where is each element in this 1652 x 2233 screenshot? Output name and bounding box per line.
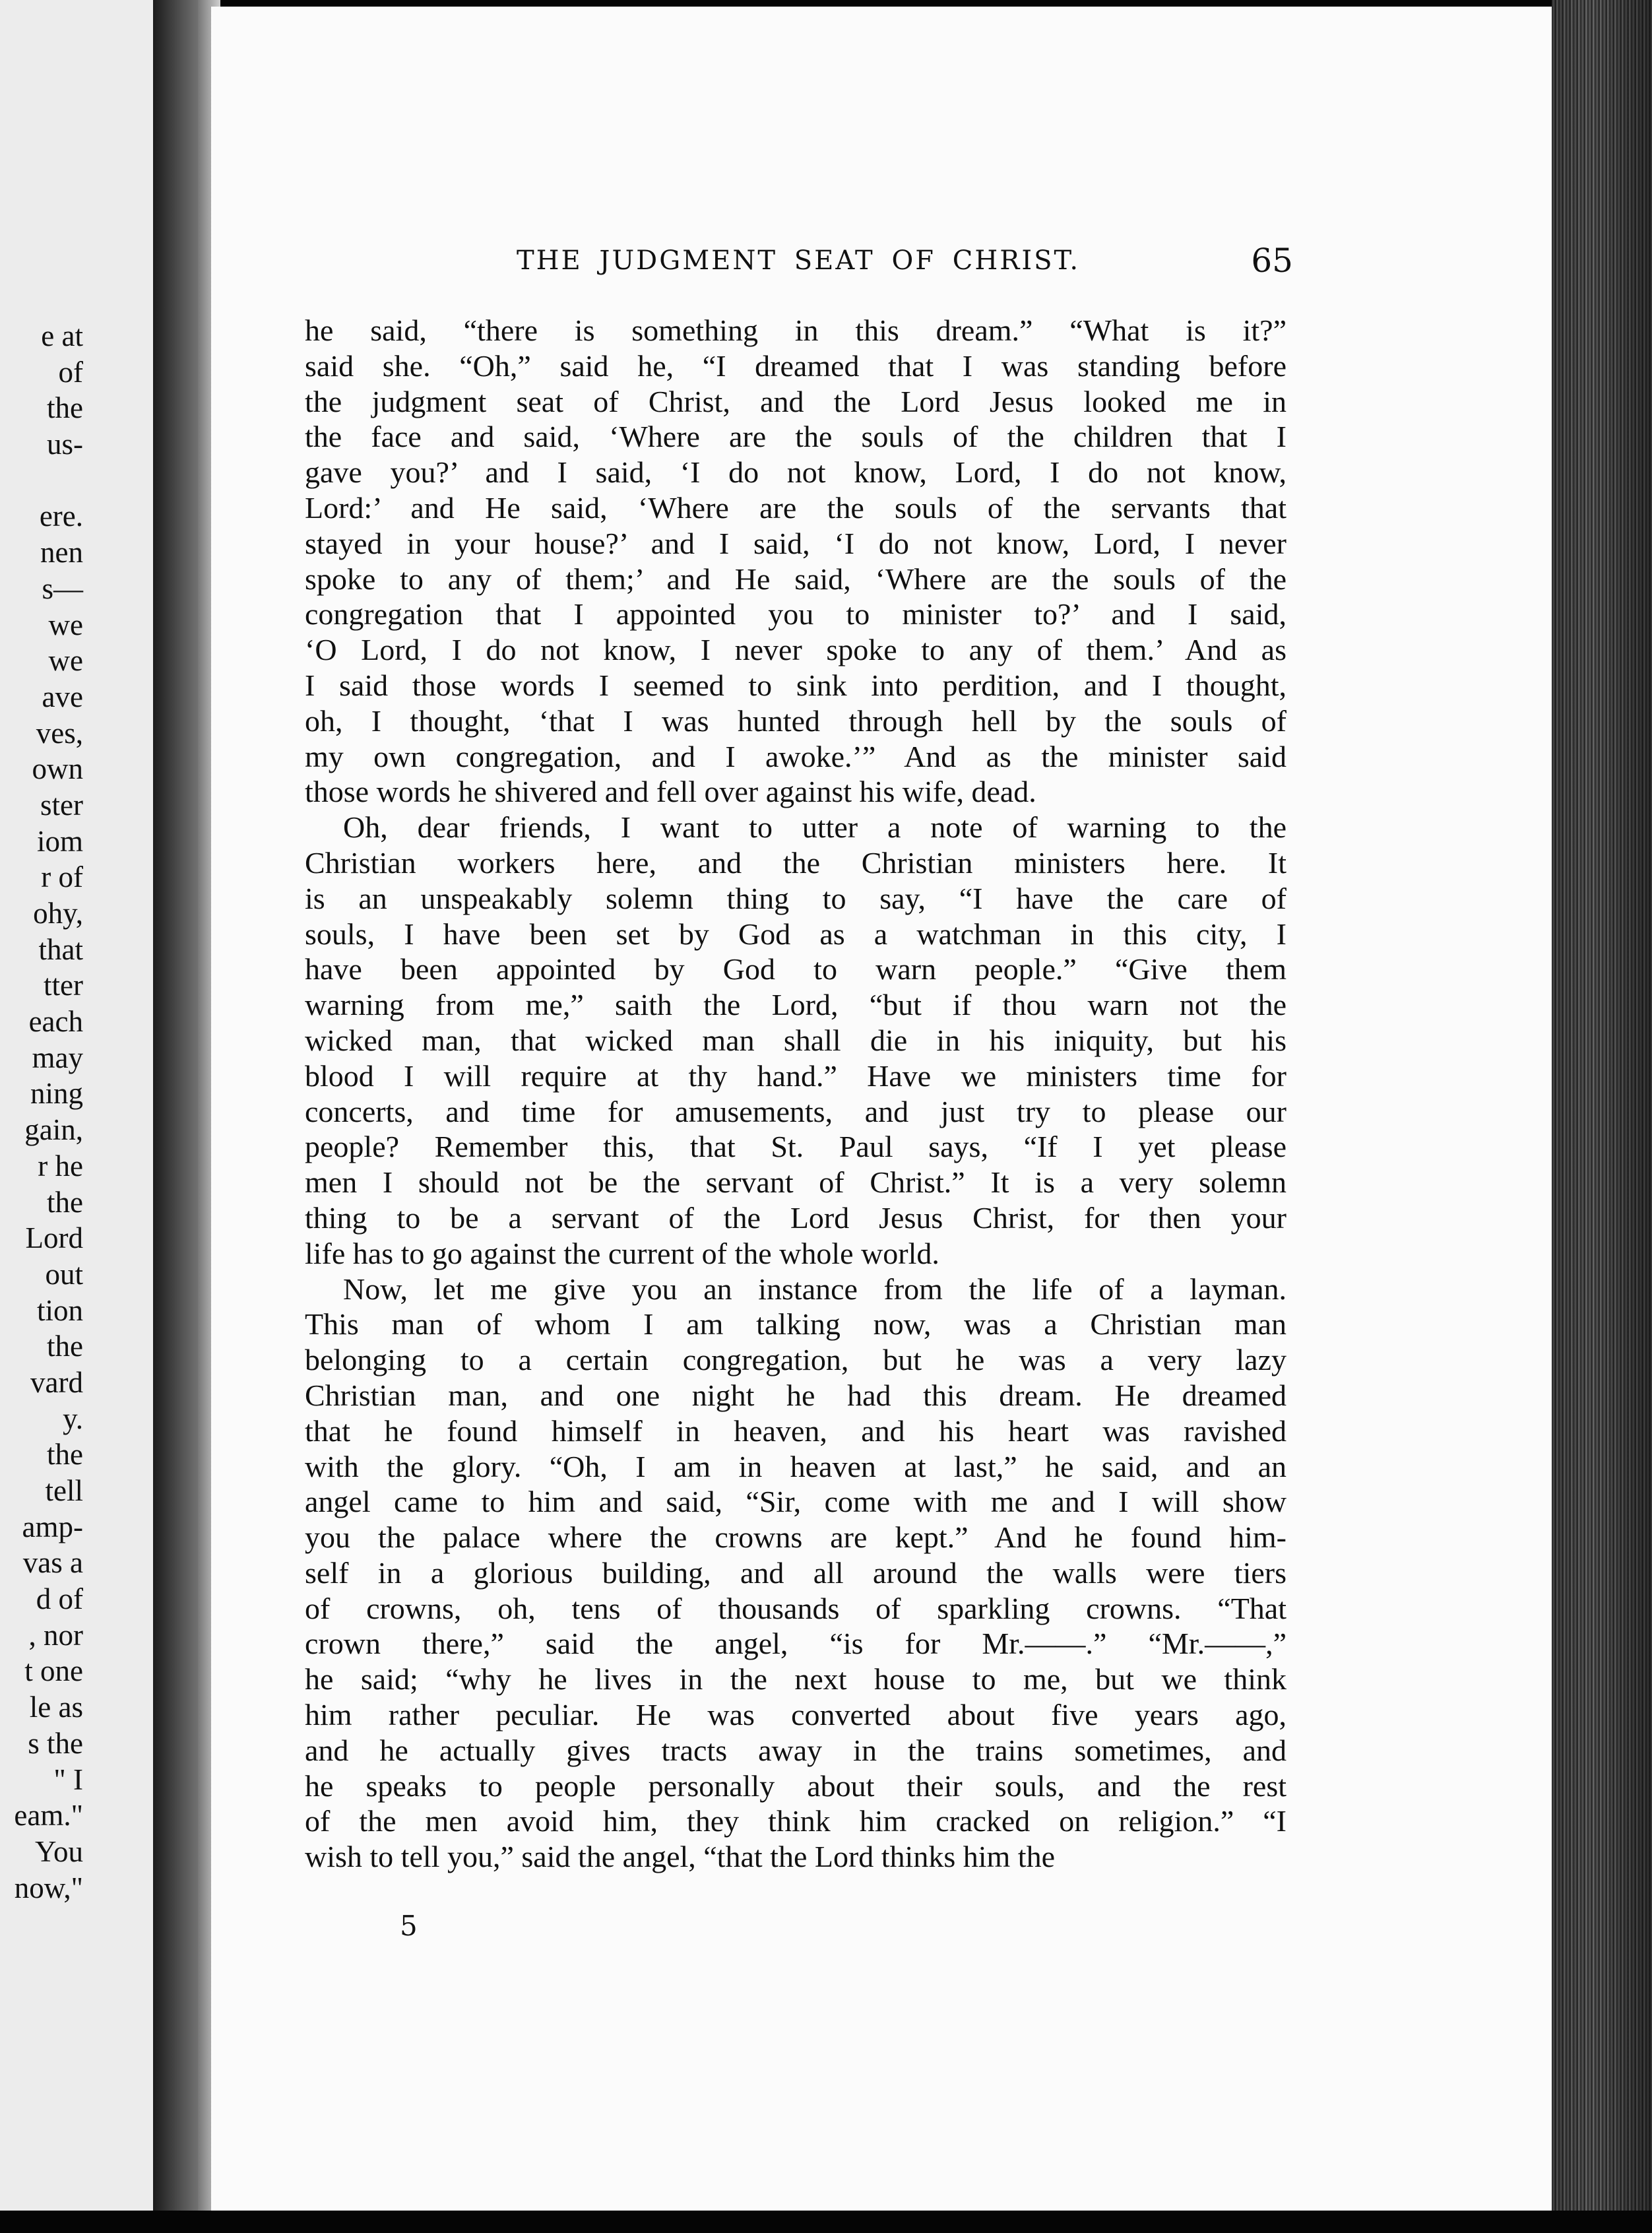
text-line: him rather peculiar. He was converted about five years ago, bbox=[305, 1698, 1287, 1732]
text-line: of the men avoid him, they think him cracked on religion.” “I bbox=[305, 1804, 1287, 1838]
text-line: thing to be a servant of the Lord Jesus Christ, for then your bbox=[305, 1200, 1287, 1235]
facing-page-line: r of bbox=[41, 860, 83, 894]
text-line: the face and said, ‘Where are the souls of the children that I bbox=[305, 420, 1287, 454]
text-line: angel came to him and said, “Sir, come with me and I will show bbox=[305, 1485, 1287, 1519]
facing-page-line: nen bbox=[40, 536, 83, 569]
facing-page-line: ave bbox=[42, 680, 83, 713]
facing-page-line: r he bbox=[38, 1149, 83, 1182]
text-line: souls, I have been set by God as a watchman in this city, I bbox=[305, 917, 1287, 951]
facing-page-line: tion bbox=[36, 1293, 83, 1327]
facing-page-line: e at bbox=[41, 319, 83, 352]
text-line: crown there,” said the angel, “is for Mr.——.” “Mr.——,” bbox=[305, 1627, 1287, 1661]
text-line: have been appointed by God to warn people.” “Give them bbox=[305, 952, 1287, 987]
text-line: those words he shivered and fell over against his wife, dead. bbox=[305, 775, 1036, 809]
facing-page-line: You bbox=[35, 1834, 83, 1868]
facing-page-line: the bbox=[47, 391, 83, 425]
text-line: blood I will require at thy hand.” Have we ministers time for bbox=[305, 1058, 1287, 1093]
text-line: Lord:’ and He said, ‘Where are the souls of the servants that bbox=[305, 490, 1287, 525]
text-line: men I should not be the servant of Christ.” It is a very solemn bbox=[305, 1165, 1287, 1200]
facing-page-line: we bbox=[48, 608, 83, 641]
facing-page bbox=[0, 0, 157, 2233]
facing-page-line: each bbox=[28, 1005, 83, 1039]
text-line: congregation that I appointed you to minister to?’ and I said, bbox=[305, 597, 1287, 631]
facing-page-line: that bbox=[38, 932, 83, 966]
facing-page-line: gain, bbox=[24, 1113, 83, 1147]
facing-page-text-column bbox=[0, 318, 83, 1906]
text-line: warning from me,” saith the Lord, “but if thou warn not the bbox=[305, 988, 1287, 1022]
facing-page-line: t one bbox=[24, 1654, 83, 1688]
facing-page-line: of bbox=[58, 355, 83, 389]
text-line: wish to tell you,” said the angel, “that the Lord thinks him the bbox=[305, 1840, 1055, 1874]
facing-page-line: may bbox=[32, 1041, 83, 1074]
text-line: he said, “there is something in this dream.” “What is it?” bbox=[305, 313, 1287, 347]
facing-page-line: ning bbox=[30, 1077, 83, 1111]
text-line: of crowns, oh, tens of thousands of sparkling crowns. “That bbox=[305, 1591, 1287, 1625]
facing-page-line: le as bbox=[29, 1691, 83, 1724]
facing-page-line: vard bbox=[30, 1365, 83, 1399]
running-head: THE JUDGMENT SEAT OF CHRIST. bbox=[516, 245, 1081, 276]
text-line: belonging to a certain congregation, but he was a very lazy bbox=[305, 1343, 1287, 1377]
facing-page-line: ohy, bbox=[33, 897, 83, 930]
text-line: life has to go against the current of the whole world. bbox=[305, 1236, 939, 1270]
facing-page-line: vas a bbox=[22, 1546, 83, 1580]
facing-page-line: own bbox=[32, 752, 83, 786]
facing-page-line: ster bbox=[40, 788, 83, 822]
signature-mark: 5 bbox=[400, 1910, 418, 1942]
facing-page-line: now," bbox=[14, 1871, 83, 1904]
body-text bbox=[305, 313, 1287, 1875]
facing-page-line: y. bbox=[63, 1402, 83, 1435]
text-line: he speaks to people personally about their souls, and the rest bbox=[305, 1768, 1287, 1803]
facing-page-line: amp- bbox=[22, 1510, 83, 1543]
facing-page-line: s— bbox=[42, 571, 83, 605]
facing-page-line: Lord bbox=[25, 1221, 83, 1255]
text-line: spoke to any of them;’ and He said, ‘Where are the souls of the bbox=[305, 562, 1287, 596]
text-line: I said those words I seemed to sink into perdition, and I thought, bbox=[305, 668, 1287, 702]
facing-page-line: the bbox=[47, 1185, 83, 1219]
text-line: This man of whom I am talking now, was a Christian man bbox=[305, 1307, 1287, 1342]
text-line: and he actually gives tracts away in the trains sometimes, and bbox=[305, 1733, 1287, 1767]
facing-page-line: tter bbox=[44, 969, 83, 1002]
text-line: Oh, dear friends, I want to utter a note of warning to the bbox=[343, 810, 1287, 845]
text-line: concerts, and time for amusements, and just try to please our bbox=[305, 1094, 1287, 1128]
facing-page-line: " I bbox=[53, 1763, 83, 1796]
text-line: oh, I thought, ‘that I was hunted through hell by the souls of bbox=[305, 703, 1287, 738]
facing-page-line: iom bbox=[36, 824, 83, 858]
facing-page-line: d of bbox=[36, 1582, 83, 1616]
facing-page-line: us- bbox=[47, 428, 83, 461]
facing-page-line: tell bbox=[45, 1474, 83, 1507]
text-line: he said; “why he lives in the next house to me, but we think bbox=[305, 1662, 1287, 1697]
text-line: my own congregation, and I awoke.’” And as the minister said bbox=[305, 739, 1287, 773]
facing-page-line: the bbox=[47, 1330, 83, 1363]
facing-page-line: the bbox=[47, 1438, 83, 1472]
facing-page-line: we bbox=[48, 644, 83, 678]
page-number: 65 bbox=[1251, 242, 1293, 280]
text-line: with the glory. “Oh, I am in heaven at last,” he said, and an bbox=[305, 1449, 1287, 1483]
text-line: wicked man, that wicked man shall die in his iniquity, but his bbox=[305, 1023, 1287, 1057]
text-line: is an unspeakably solemn thing to say, “I have the care of bbox=[305, 881, 1287, 915]
text-line: gave you?’ and I said, ‘I do not know, Lord, I do not know, bbox=[305, 455, 1287, 490]
scan-border-bottom bbox=[0, 2211, 1652, 2233]
text-line: said she. “Oh,” said he, “I dreamed that I was standing before bbox=[305, 348, 1287, 383]
text-line: Now, let me give you an instance from the life of a layman. bbox=[343, 1272, 1287, 1306]
text-line: the judgment seat of Christ, and the Lord Jesus looked me in bbox=[305, 384, 1287, 418]
facing-page-line bbox=[0, 463, 83, 499]
text-line: Christian workers here, and the Christian ministers here. It bbox=[305, 845, 1287, 880]
text-line: Christian man, and one night he had this dream. He dreamed bbox=[305, 1378, 1287, 1412]
facing-page-line: eam." bbox=[14, 1799, 83, 1832]
facing-page-line: out bbox=[45, 1257, 83, 1291]
text-line: self in a glorious building, and all around the walls were tiers bbox=[305, 1555, 1287, 1590]
text-line: stayed in your house?’ and I said, ‘I do not know, Lord, I never bbox=[305, 526, 1287, 560]
text-line: ‘O Lord, I do not know, I never spoke to any of them.’ And as bbox=[305, 633, 1287, 667]
text-line: that he found himself in heaven, and his heart was ravished bbox=[305, 1413, 1287, 1448]
facing-page-line: ves, bbox=[36, 716, 83, 750]
facing-page-line: , nor bbox=[28, 1618, 83, 1652]
text-line: you the palace where the crowns are kept.” And he found him- bbox=[305, 1520, 1287, 1555]
facing-page-line: s the bbox=[28, 1726, 83, 1760]
facing-page-line: ere. bbox=[39, 500, 83, 533]
text-line: people? Remember this, that St. Paul says, “If I yet please bbox=[305, 1130, 1287, 1164]
fore-edge-shade bbox=[1552, 0, 1652, 2233]
